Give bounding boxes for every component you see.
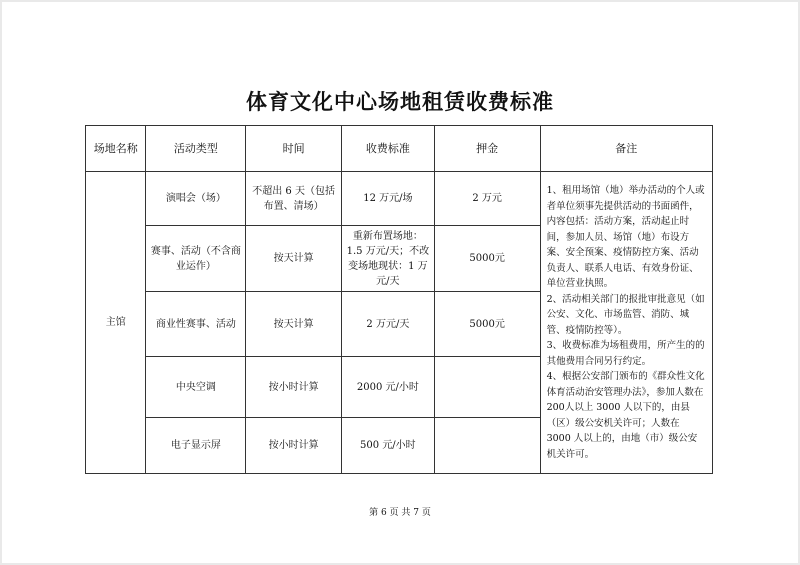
time-cell: 按小时计算 — [246, 418, 342, 474]
remark-item: 3、收费标准为场租费用，所产生的的其他费用合同另行约定。 — [546, 340, 705, 367]
header-fee: 收费标准 — [342, 126, 435, 172]
header-time: 时间 — [246, 126, 342, 172]
fee-cell: 12 万元/场 — [342, 172, 435, 226]
fee-cell: 2000 元/小时 — [342, 357, 435, 418]
deposit-cell: 2 万元 — [434, 172, 540, 226]
time-cell: 按天计算 — [246, 226, 342, 292]
deposit-cell: 5000元 — [434, 292, 540, 357]
activity-cell: 赛事、活动（不含商业运作） — [146, 226, 246, 292]
time-cell: 按小时计算 — [246, 357, 342, 418]
fee-cell: 重新布置场地：1.5 万元/天；不改变场地现状：1 万元/天 — [342, 226, 435, 292]
remarks-cell — [540, 172, 712, 474]
header-deposit: 押金 — [434, 126, 540, 172]
remark-item: 2、活动相关部门的报批审批意见（如公安、文化、市场监管、消防、城管、疫情防控等）。 — [546, 293, 705, 336]
remark-item: 1、租用场馆（地）举办活动的个人或者单位须事先提供活动的书面函件，内容包括：活动方案，活动起止时间，参加人员、场馆（地）布设方案、安全预案、疫情防控方案、活动负责人、联系人电话、有效身份证、单位营业执照。 — [546, 185, 705, 289]
time-cell: 不超出 6 天（包括布置、清场） — [246, 172, 342, 226]
header-remarks: 备注 — [540, 126, 712, 172]
fee-cell: 2 万元/天 — [342, 292, 435, 357]
activity-cell: 电子显示屏 — [146, 418, 246, 474]
table-header-row — [86, 126, 713, 172]
remark-item: 4、根据公安部门颁布的《群众性文化体育活动治安管理办法》，参加人数在 200人以上 3000 人以下的，由县（区）级公安机关许可；人数在 3000 人以上的，由地（市）级公安机关许可。 — [546, 371, 705, 460]
time-cell: 按天计算 — [246, 292, 342, 357]
fee-cell: 500 元/小时 — [342, 418, 435, 474]
fee-table — [85, 125, 713, 474]
page-number: 第 6 页 共 7 页 — [369, 508, 431, 518]
deposit-cell: 5000元 — [434, 226, 540, 292]
activity-cell: 中央空调 — [146, 357, 246, 418]
header-venue: 场地名称 — [86, 126, 146, 172]
header-activity: 活动类型 — [146, 126, 246, 172]
activity-cell: 商业性赛事、活动 — [146, 292, 246, 357]
venue-cell: 主馆 — [86, 172, 146, 474]
deposit-cell — [434, 357, 540, 418]
table-row — [86, 172, 713, 226]
activity-cell: 演唱会（场） — [146, 172, 246, 226]
page-title: 体育文化中心场地租赁收费标准 — [246, 89, 554, 114]
deposit-cell — [434, 418, 540, 474]
